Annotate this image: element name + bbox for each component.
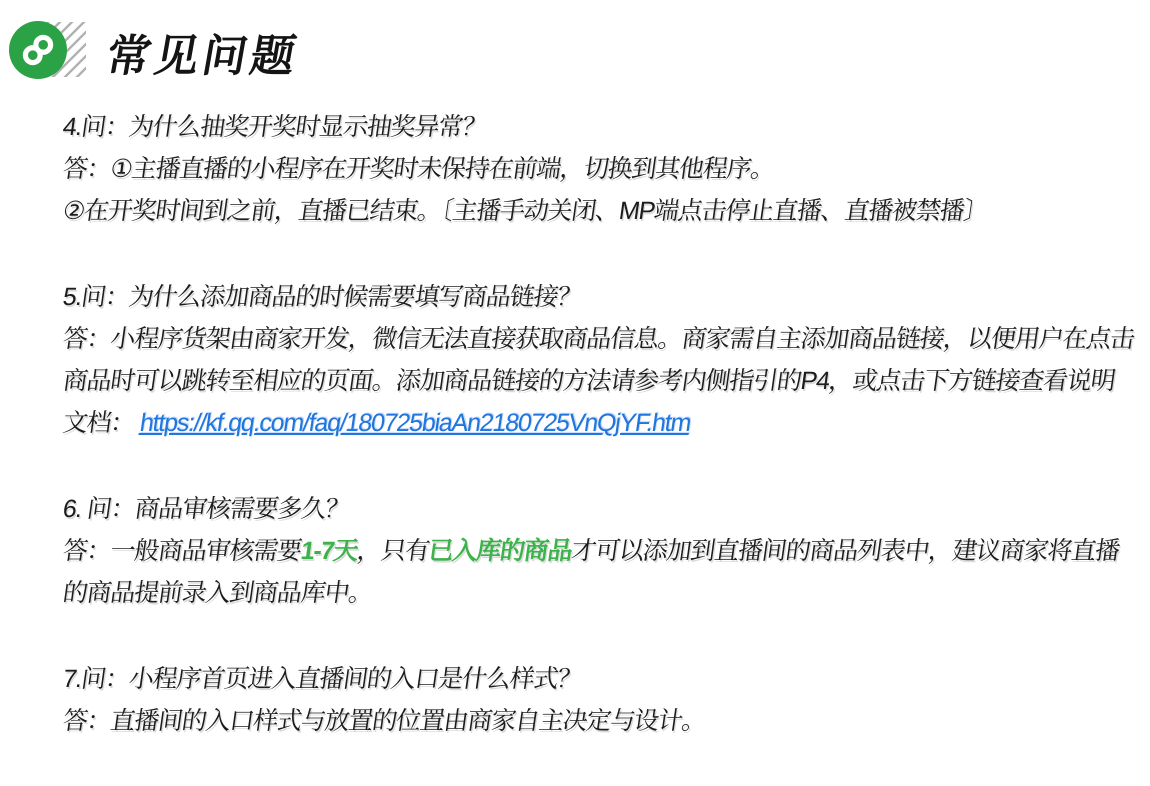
faq-question: 4.问：为什么抽奖开奖时显示抽奖异常？	[60, 113, 488, 141]
faq-answer-line: 商品时可以跳转至相应的页面。添加商品链接的方法请参考内侧指引的P4，或点击下方链接查看说明	[60, 367, 1117, 395]
page-header	[0, 0, 1150, 100]
answer-text: ，只有	[355, 537, 431, 565]
answer-text: 答：一般商品审核需要	[60, 537, 303, 565]
faq-question: 6. 问：商品审核需要多久？	[60, 495, 351, 523]
faq-content	[60, 106, 1148, 786]
faq-answer-line: ②在开奖时间到之前，直播已结束。〔主播手动关闭、MP端点击停止直播、直播被禁播〕	[60, 197, 990, 225]
doc-link[interactable]: https://kf.qq.com/faq/180725biaAn2180725VnQjYF.htm	[138, 409, 693, 437]
faq-answer-line: 答：直播间的入口样式与放置的位置由商家自主决定与设计。	[60, 707, 708, 735]
faq-answer-line: 答：小程序货架由商家开发，微信无法直接获取商品信息。商家需自主添加商品链接，以便用户在点击	[60, 325, 1136, 353]
faq-question: 5.问：为什么添加商品的时候需要填写商品链接？	[60, 283, 584, 311]
mini-program-icon	[9, 21, 67, 79]
doc-link-prefix: 文档：	[60, 409, 137, 437]
faq-answer-line: 答：①主播直播的小程序在开奖时未保持在前端，切换到其他程序。	[60, 155, 777, 183]
faq-item-7	[60, 658, 1148, 742]
faq-item-5	[60, 276, 1148, 444]
faq-item-6	[60, 488, 1148, 614]
faq-answer-line	[60, 530, 1148, 572]
faq-question: 7.问：小程序首页进入直播间的入口是什么样式？	[60, 665, 584, 693]
faq-item-4	[60, 106, 1148, 232]
faq-answer-line	[60, 402, 1148, 444]
faq-answer-line: 的商品提前录入到商品库中。	[60, 579, 375, 607]
answer-text: 才可以添加到直播间的商品列表中，建议商家将直播	[569, 537, 1121, 565]
highlight-text: 已入库的商品	[426, 537, 574, 565]
page-title: 常见问题	[102, 32, 304, 81]
highlight-text: 1-7天	[298, 537, 360, 565]
